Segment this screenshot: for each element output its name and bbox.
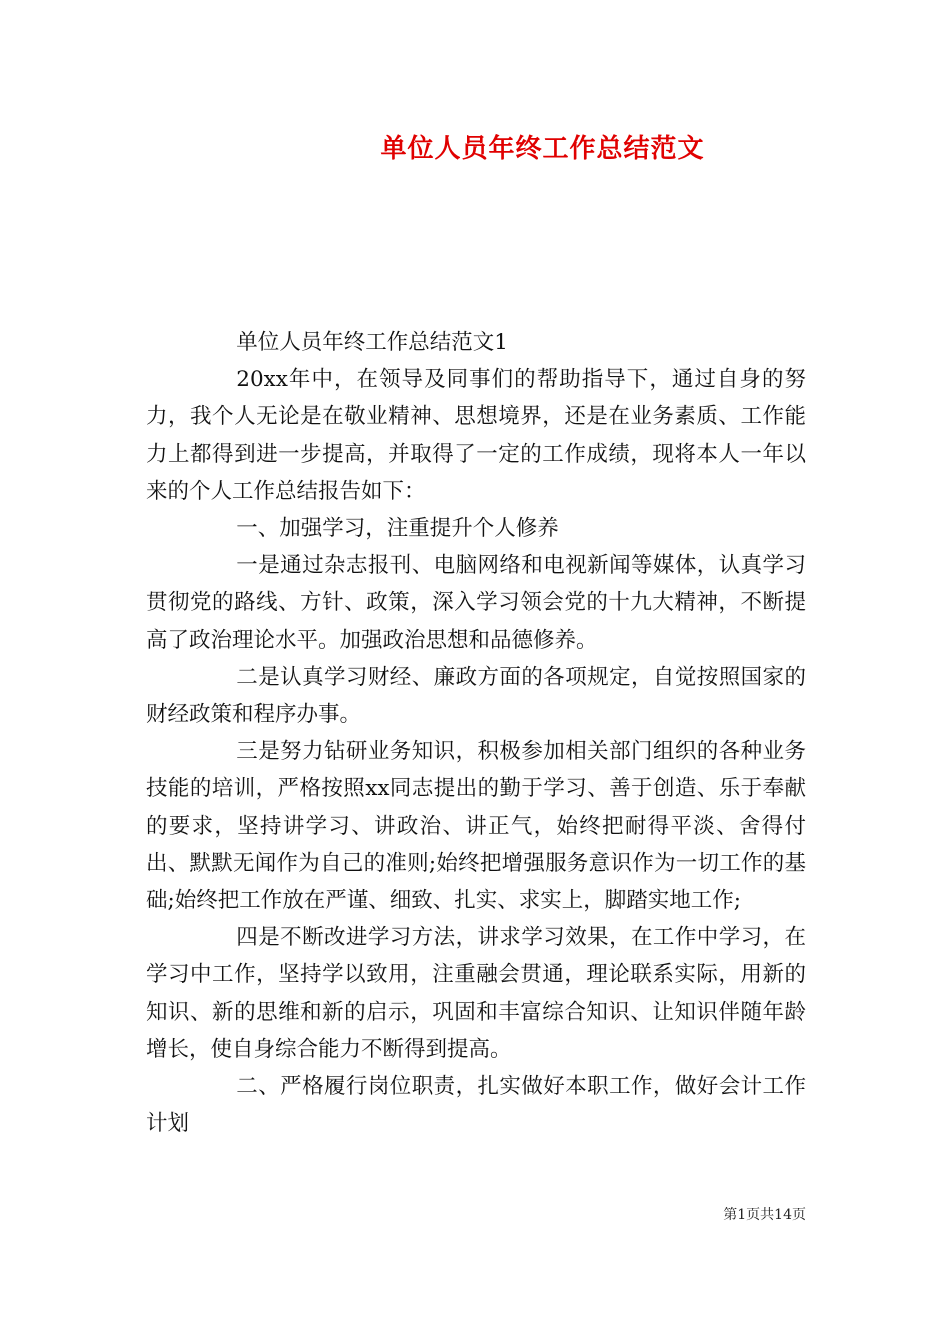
page-number: 第1页共14页 (723, 1207, 806, 1223)
paragraph-study-2: 二是认真学习财经、廉政方面的各项规定，自觉按照国家的财经政策和程序办事。 (146, 664, 806, 728)
paragraph-study-1: 一是通过杂志报刊、电脑网络和电视新闻等媒体，认真学习贯彻党的路线、方针、政策，深入学习领会党的十九大精神，不断提高了政治理论水平。加强政治思想和品德修养。 (146, 553, 806, 653)
paragraph-study-3: 三是努力钻研业务知识，积极参加相关部门组织的各种业务技能的培训，严格按照xx同志提出的勤于学习、善于创造、乐于奉献的要求，坚持讲学习、讲政治、讲正气，始终把耐得平淡、舍得付出、默默无闻作为自己的准则;始终把增强服务意识作为一切工作的基础;始终把工作放在严谨、细致、扎实、求实上，脚踏实地工作; (146, 739, 806, 914)
document-body (146, 324, 806, 1142)
section-heading-duties: 二、严格履行岗位职责，扎实做好本职工作，做好会计工作计划 (146, 1074, 806, 1137)
document-title: 单位人员年终工作总结范文 (380, 134, 705, 164)
section-heading-study: 一、加强学习，注重提升个人修养 (236, 516, 559, 542)
section-heading-summary-1: 单位人员年终工作总结范文1 (236, 330, 508, 355)
paragraph-study-4: 四是不断改进学习方法，讲求学习效果，在工作中学习，在学习中工作，坚持学以致用，注重融会贯通，理论联系实际，用新的知识、新的思维和新的启示，巩固和丰富综合知识、让知识伴随年龄增长，使自身综合能力不断得到提高。 (146, 925, 806, 1062)
paragraph-intro: 20xx年中，在领导及同事们的帮助指导下，通过自身的努力，我个人无论是在敬业精神、思想境界，还是在业务素质、工作能力上都得到进一步提高，并取得了一定的工作成绩，现将本人一年以来的个人工作总结报告如下： (146, 367, 806, 504)
